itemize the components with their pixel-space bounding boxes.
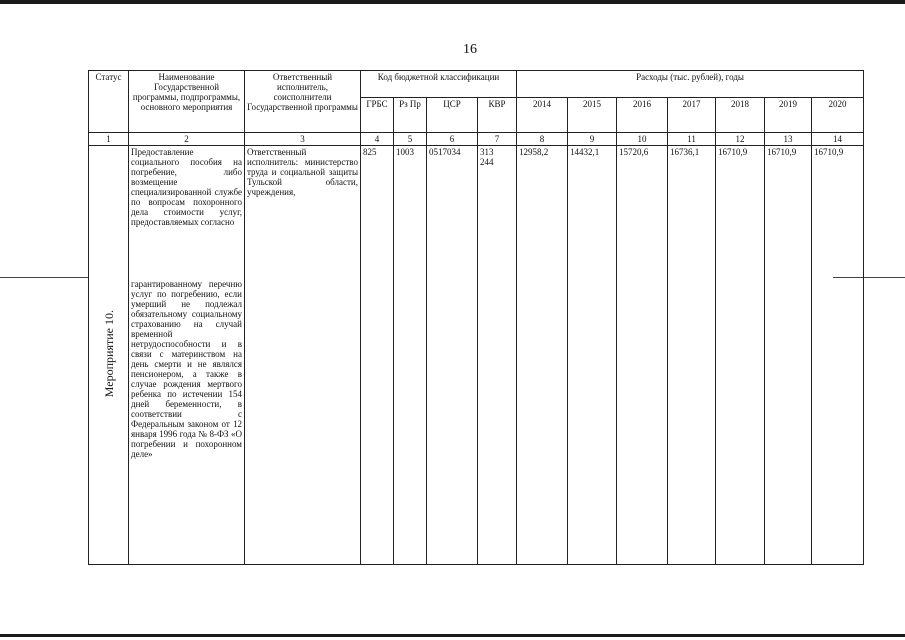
- header-status: Статус: [89, 71, 129, 133]
- header-grbs: ГРБС: [361, 98, 394, 133]
- header-year-2018: 2018: [716, 98, 765, 133]
- page-fold-line-left: [0, 277, 88, 278]
- column-number: 1: [89, 133, 129, 146]
- status-text: Мероприятие 10.: [101, 310, 116, 398]
- expense-2017-cell: 16736,1: [668, 146, 716, 565]
- page-number: 16: [463, 42, 477, 57]
- column-number-row: [89, 133, 864, 146]
- column-number: 4: [361, 133, 394, 146]
- header-kvr: КВР: [478, 98, 517, 133]
- column-number: 7: [478, 133, 517, 146]
- status-cell: [89, 146, 129, 565]
- table-row: [89, 146, 864, 279]
- rzpr-cell: 1003: [394, 146, 427, 565]
- column-number: 6: [427, 133, 478, 146]
- header-year-2017: 2017: [668, 98, 716, 133]
- kvr-value: 244: [480, 157, 494, 167]
- header-expenses-group: Расходы (тыс. рублей), годы: [517, 71, 864, 98]
- column-number: 10: [617, 133, 668, 146]
- header-year-2019: 2019: [765, 98, 812, 133]
- header-row-1: [89, 71, 864, 98]
- header-year-2015: 2015: [568, 98, 617, 133]
- header-budget-code-group: Код бюджетной классификации: [361, 71, 517, 98]
- executor-cell: Ответственный исполнитель: министерство труда и социальной защиты Тульской области, учреждения,: [245, 146, 361, 565]
- column-number: 13: [765, 133, 812, 146]
- header-rzpr: Рз Пр: [394, 98, 427, 133]
- top-border: [0, 0, 905, 4]
- header-year-2016: 2016: [617, 98, 668, 133]
- measure-name-part2: гарантированному перечню услуг по погребению, если умерший не подлежал обязательному социальному страхованию на случай временной нетрудоспособности и в связи с материнством на день смерти и не являлся пенсионером, а также в случае рождения мертвого ребенка по истечении 154 дней беременности, в соответствии с Федеральным законом от 12 января 1996 года № 8-ФЗ «О погребении и похоронном деле»: [129, 278, 245, 565]
- kvr-value: 313: [480, 147, 494, 157]
- expense-2016-cell: 15720,6: [617, 146, 668, 565]
- column-number: 8: [517, 133, 568, 146]
- expense-2018-cell: 16710,9: [716, 146, 765, 565]
- column-number: 3: [245, 133, 361, 146]
- column-number: 5: [394, 133, 427, 146]
- column-number: 9: [568, 133, 617, 146]
- header-year-2014: 2014: [517, 98, 568, 133]
- program-table: [88, 70, 864, 565]
- column-number: 12: [716, 133, 765, 146]
- expense-2015-cell: 14432,1: [568, 146, 617, 565]
- header-name: Наименование Государственной программы, подпрограммы, основного мероприятия: [129, 71, 245, 133]
- expense-2020-cell: 16710,9: [812, 146, 864, 565]
- measure-name-part1: Предоставление социального пособия на погребение, либо возмещение специализированной службе по вопросам похоронного дела стоимости услуг, предоставляемых согласно: [129, 146, 245, 279]
- column-number: 2: [129, 133, 245, 146]
- header-year-2020: 2020: [812, 98, 864, 133]
- column-number: 11: [668, 133, 716, 146]
- header-csr: ЦСР: [427, 98, 478, 133]
- csr-cell: 0517034: [427, 146, 478, 565]
- column-number: 14: [812, 133, 864, 146]
- kvr-cell: [478, 146, 517, 565]
- bottom-border: [0, 634, 905, 637]
- grbs-cell: 825: [361, 146, 394, 565]
- expense-2014-cell: 12958,2: [517, 146, 568, 565]
- header-executor: Ответственный исполнитель, соисполнители Государственной программы: [245, 71, 361, 133]
- expense-2019-cell: 16710,9: [765, 146, 812, 565]
